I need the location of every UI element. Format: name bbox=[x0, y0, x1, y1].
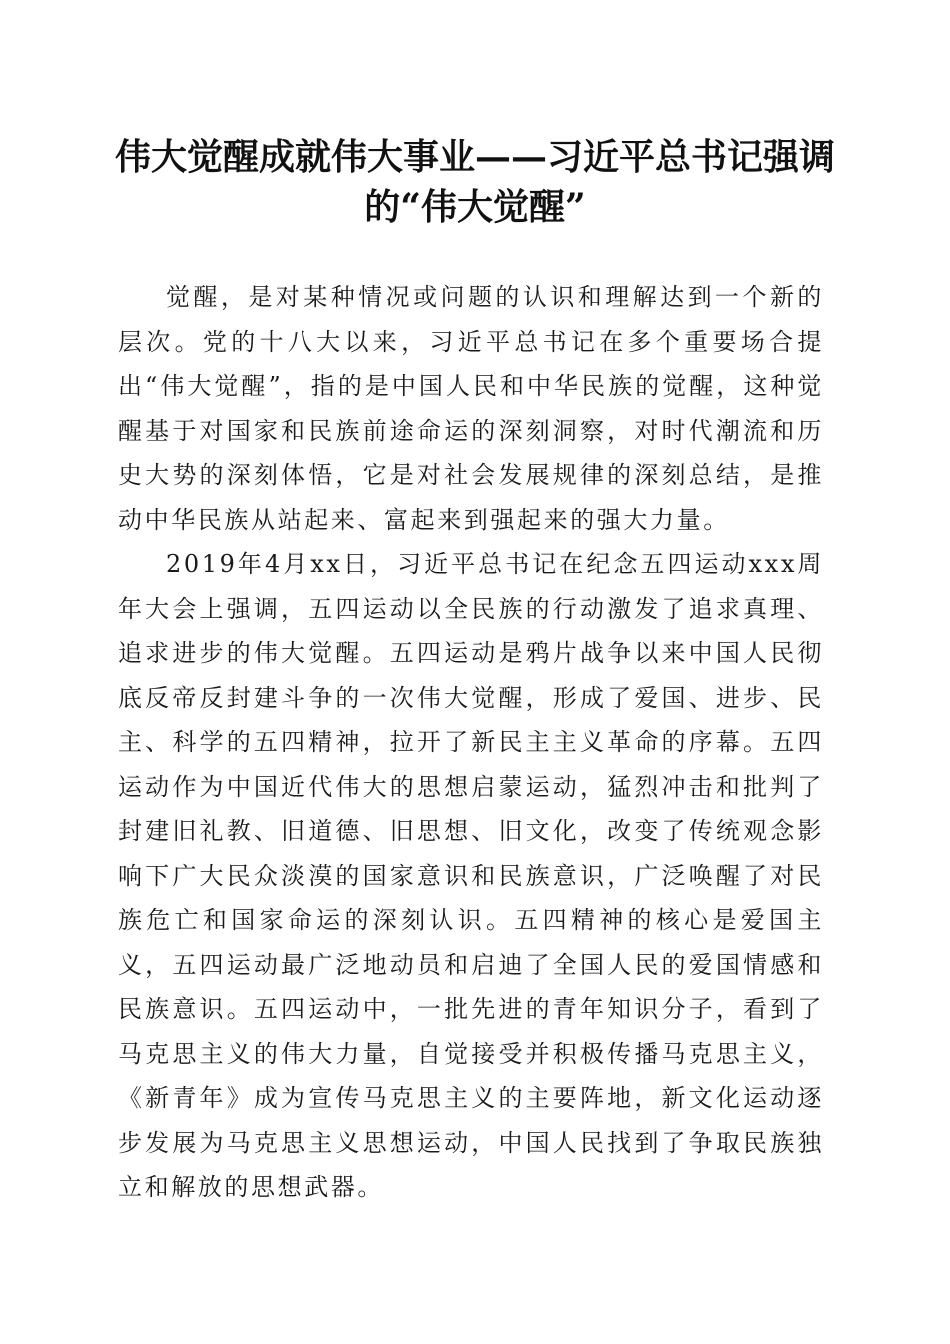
document-body bbox=[118, 275, 824, 1210]
paragraph: 2019年4月xx日，习近平总书记在纪念五四运动xxx周年大会上强调，五四运动以全民族的行动激发了追求真理、追求进步的伟大觉醒。五四运动是鸦片战争以来中国人民彻底反帝反封建斗争的一次伟大觉醒，形成了爱国、进步、民主、科学的五四精神，拉开了新民主主义革命的序幕。五四运动作为中国近代伟大的思想启蒙运动，猛烈冲击和批判了封建旧礼教、旧道德、旧思想、旧文化，改变了传统观念影响下广大民众淡漠的国家意识和民族意识，广泛唤醒了对民族危亡和国家命运的深刻认识。五四精神的核心是爱国主义，五四运动最广泛地动员和启迪了全国人民的爱国情感和民族意识。五四运动中，一批先进的青年知识分子，看到了马克思主义的伟大力量，自觉接受并积极传播马克思主义，《新青年》成为宣传马克思主义的主要阵地，新文化运动逐步发展为马克思主义思想运动，中国人民找到了争取民族独立和解放的思想武器。 bbox=[118, 550, 824, 1201]
document-title: 伟大觉醒成就伟大事业——习近平总书记强调的“伟大觉醒” bbox=[114, 136, 835, 228]
paragraph: 觉醒，是对某种情况或问题的认识和理解达到一个新的层次。党的十八大以来，习近平总书记在多个重要场合提出“伟大觉醒”，指的是中国人民和中华民族的觉醒，这种觉醒基于对国家和民族前途命运的深刻洞察，对时代潮流和历史大势的深刻体悟，它是对社会发展规律的深刻总结，是推动中华民族从站起来、富起来到强起来的强大力量。 bbox=[118, 283, 824, 534]
